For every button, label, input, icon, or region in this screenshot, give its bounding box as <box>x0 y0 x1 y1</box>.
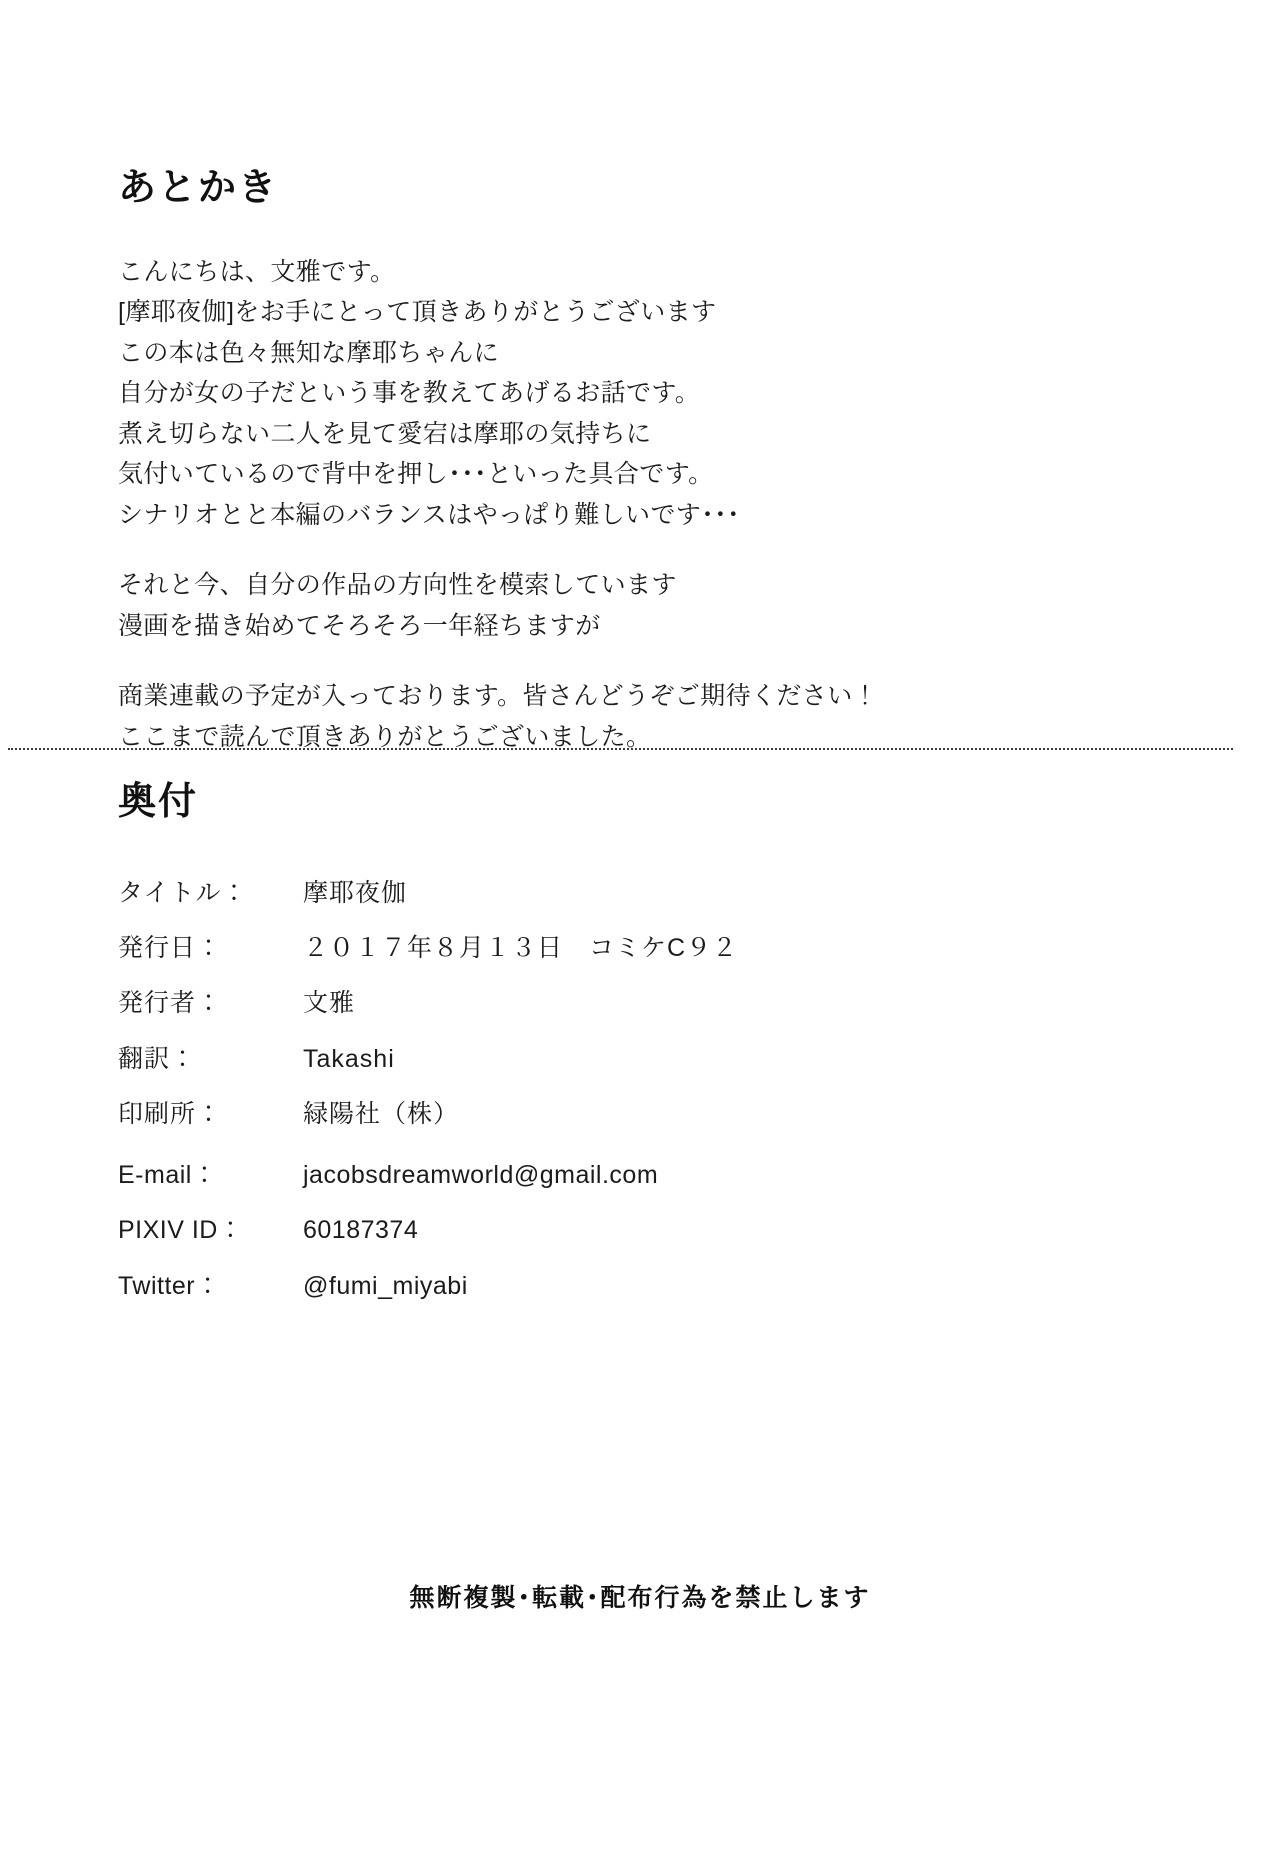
colophon-row-translation <box>118 1044 738 1099</box>
colophon-row-date <box>118 933 738 988</box>
colophon-row-pixiv-id <box>118 1215 738 1270</box>
colophon-label: E-mail： <box>118 1161 218 1190</box>
colophon-label: 発行日： <box>118 934 223 963</box>
colophon-value: 文雅 <box>303 989 356 1018</box>
afterword-line: 商業連載の予定が入っております。皆さんどうぞご期待ください！ <box>118 682 879 711</box>
afterword-body <box>118 252 1168 758</box>
afterword-line: それと今、自分の作品の方向性を模索しています <box>118 571 677 600</box>
colophon-label: タイトル： <box>118 878 248 907</box>
colophon-value: 緑陽社（株） <box>303 1099 460 1128</box>
afterword-line: 漫画を描き始めてそろそろ一年経ちますが <box>118 611 601 640</box>
colophon-table <box>118 878 738 1326</box>
afterword-line: ここまで読んで頂きありがとうございました。 <box>118 722 652 751</box>
afterword-line: シナリオとと本編のバランスはやっぱり難しいです･･･ <box>118 500 740 529</box>
afterword-section <box>118 168 1168 757</box>
afterword-line: 煮え切らない二人を見て愛宕は摩耶の気持ちに <box>118 419 652 448</box>
colophon-section <box>118 782 1168 1326</box>
colophon-value: 60187374 <box>303 1216 419 1245</box>
afterword-line: この本は色々無知な摩耶ちゃんに <box>118 338 500 367</box>
afterword-paragraph <box>118 252 1168 536</box>
afterword-line: [摩耶夜伽]をお手にとって頂きありがとうございます <box>118 298 717 327</box>
colophon-value: jacobsdreamworld@gmail.com <box>303 1161 659 1190</box>
afterword-paragraph <box>118 676 1168 757</box>
colophon-label: PIXIV ID： <box>118 1216 244 1245</box>
colophon-heading: 奥付 <box>118 781 199 823</box>
colophon-row-title <box>118 878 738 933</box>
section-divider <box>8 748 1233 750</box>
colophon-value: Takashi <box>303 1044 395 1073</box>
colophon-row-publisher <box>118 988 738 1043</box>
colophon-label: 発行者： <box>118 989 223 1018</box>
afterword-line: 気付いているので背中を押し･･･といった具合です。 <box>118 460 714 489</box>
colophon-label: 翻訳： <box>118 1044 197 1073</box>
colophon-value: @fumi_miyabi <box>303 1271 468 1300</box>
colophon-row-twitter <box>118 1271 738 1326</box>
afterword-line: 自分が女の子だという事を教えてあげるお話です。 <box>118 379 701 408</box>
afterword-paragraph <box>118 565 1168 646</box>
colophon-value: 摩耶夜伽 <box>303 878 408 907</box>
colophon-value: ２０１７年８月１３日 コミケC９２ <box>303 934 739 963</box>
colophon-label: Twitter： <box>118 1271 221 1300</box>
afterword-line: こんにちは、文雅です。 <box>118 257 396 286</box>
afterword-heading: あとかき <box>118 167 279 209</box>
colophon-label: 印刷所： <box>118 1099 223 1128</box>
copyright-notice: 無断複製･転載･配布行為を禁止します <box>409 1585 871 1612</box>
colophon-row-printer <box>118 1099 738 1160</box>
colophon-row-email <box>118 1160 738 1215</box>
